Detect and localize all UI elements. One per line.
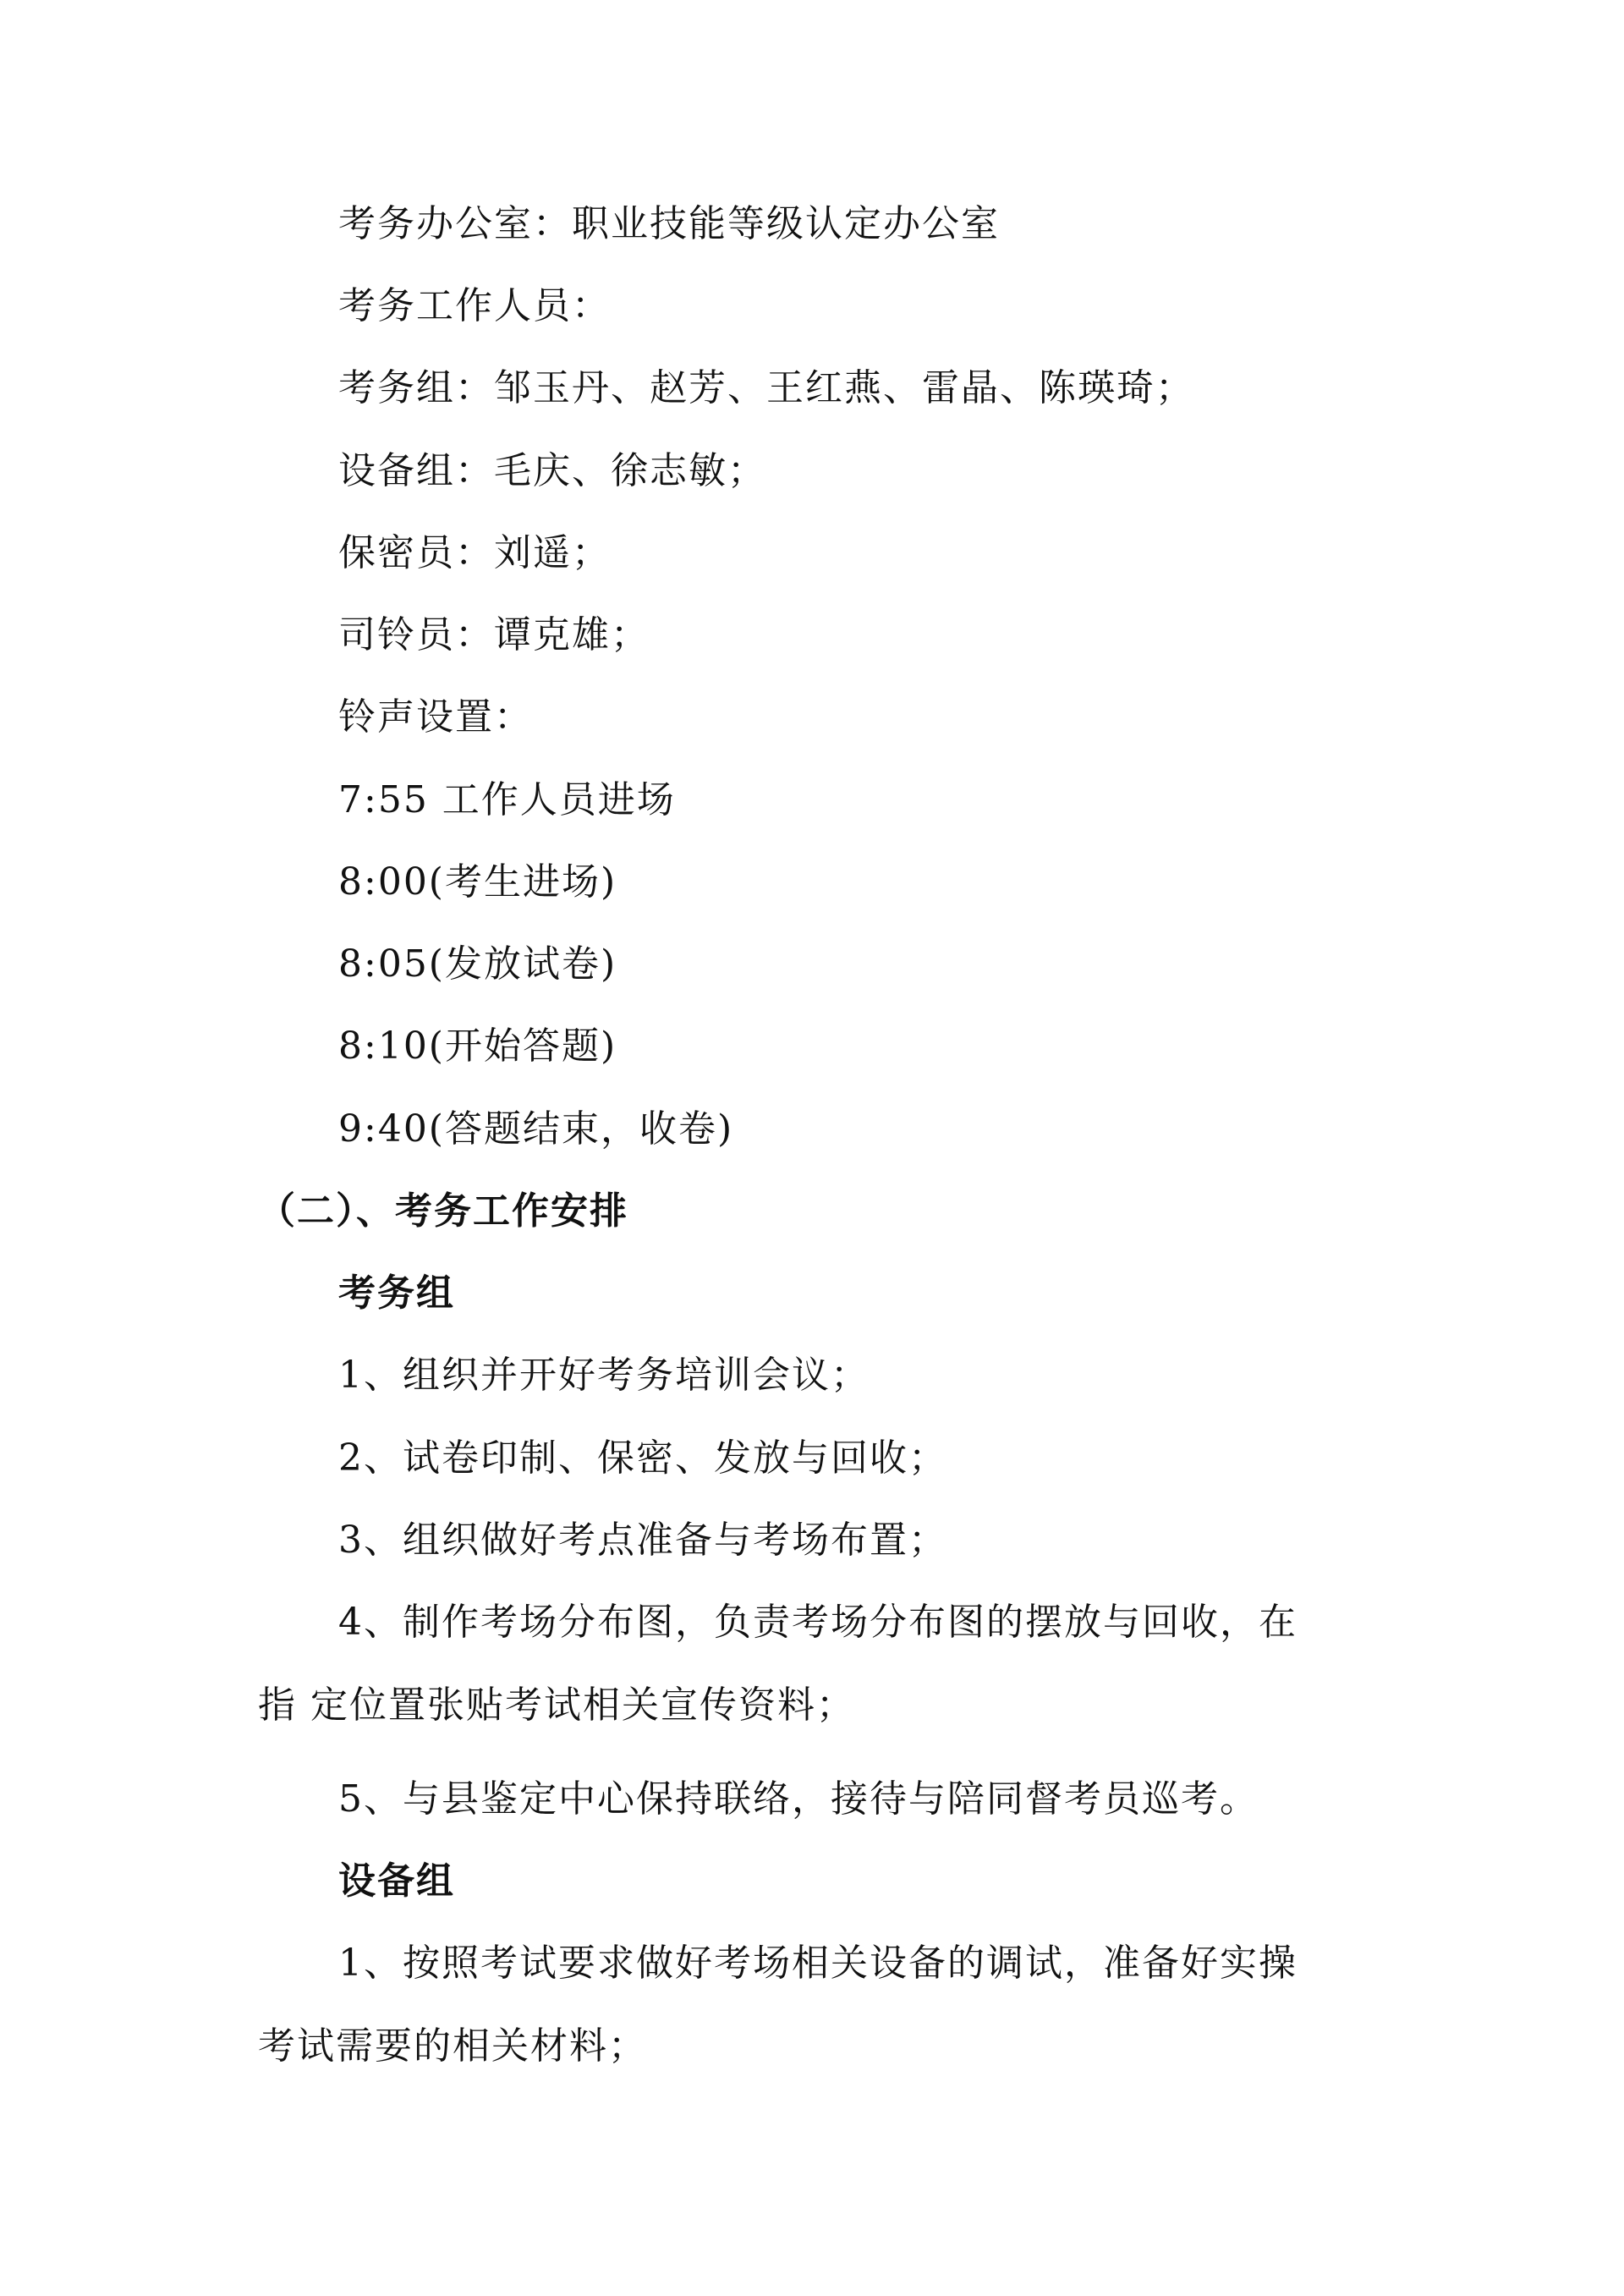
bell-time-line: 7:55 工作人员进场 [338, 778, 676, 821]
bell-settings-heading: 铃声设置： [338, 695, 533, 739]
confidential-officer-line: 保密员：刘遥； [338, 531, 611, 574]
exam-group-item: 1、组织并开好考务培训会议； [338, 1354, 870, 1397]
equipment-group-item: 1、按照考试要求做好考场相关设备的调试，准备好实操 [338, 1942, 1298, 1985]
equipment-group-item-continued: 考试需要的相关材料； [258, 2024, 647, 2068]
exam-office-line: 考务办公室：职业技能等级认定办公室 [338, 202, 1000, 245]
exam-group-item: 3、组织做好考点准备与考场布置； [338, 1519, 947, 1562]
exam-group-title: 考务组 [338, 1272, 455, 1315]
exam-group-item: 4、制作考场分布图，负责考场分布图的摆放与回收，在 [338, 1601, 1298, 1644]
bell-time-line: 8:00(考生进场) [338, 860, 617, 904]
exam-group-item: 2、试卷印制、保密、发放与回收； [338, 1436, 947, 1480]
bell-time-line: 9:40(答题结束，收卷) [338, 1107, 734, 1151]
bell-time-line: 8:05(发放试卷) [338, 942, 617, 986]
exam-group-staff-line: 考务组：邹玉丹、赵芳、王红燕、雷晶、陈瑛琦； [338, 366, 1194, 409]
equipment-group-staff-line: 设备组：毛庆、徐志敏； [338, 449, 766, 492]
section-heading: （二）、考务工作安排 [258, 1189, 628, 1233]
exam-group-item: 5、与县鉴定中心保持联络，接待与陪同督考员巡考。 [338, 1777, 1259, 1821]
bell-operator-line: 司铃员：谭克雄； [338, 613, 650, 656]
staff-heading: 考务工作人员： [338, 284, 611, 327]
bell-time-line: 8:10(开始答题) [338, 1024, 617, 1068]
exam-group-item-continued: 指 定位置张贴考试相关宣传资料； [258, 1684, 855, 1727]
equipment-group-title: 设备组 [338, 1859, 455, 1903]
